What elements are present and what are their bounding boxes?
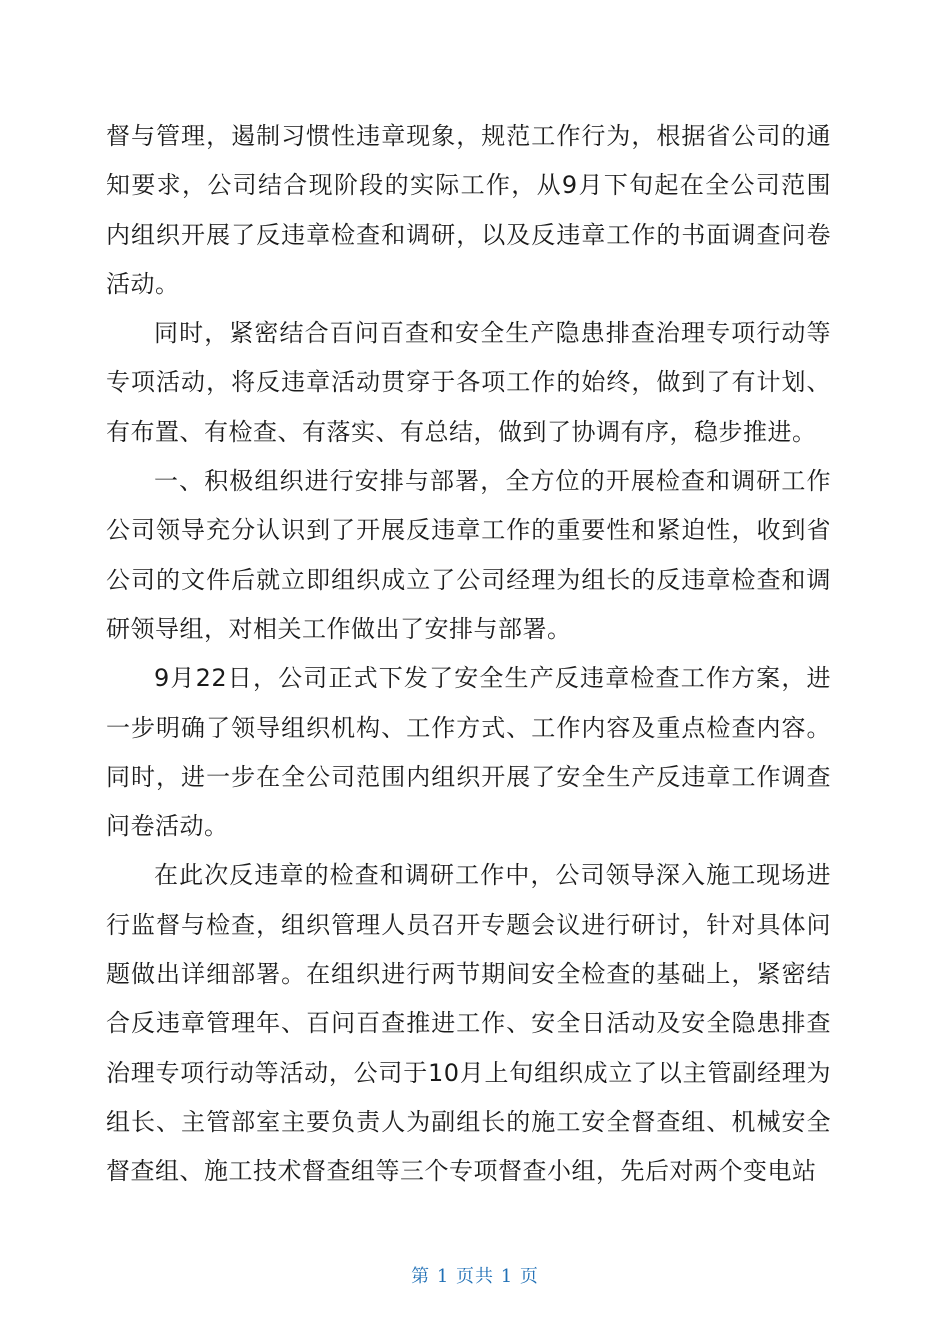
paragraph-3: 一、积极组织进行安排与部署，全方位的开展检查和调研工作公司领导充分认识到了开展反违章工作的重要性和紧迫性，收到省公司的文件后就立即组织成立了公司经理为组长的反违章检查和调研领导组，对相关工作做出了安排与部署。 [106, 467, 831, 643]
page-number-footer: 第 1 页共 1 页 [411, 1266, 539, 1287]
document-body [106, 112, 831, 1197]
paragraph-2: 同时，紧密结合百问百查和安全生产隐患排查治理专项行动等专项活动，将反违章活动贯穿于各项工作的始终，做到了有计划、有布置、有检查、有落实、有总结，做到了协调有序，稳步推进。 [106, 319, 831, 446]
paragraph-4: 9月22日，公司正式下发了安全生产反违章检查工作方案，进一步明确了领导组织机构、工作方式、工作内容及重点检查内容。同时，进一步在全公司范围内组织开展了安全生产反违章工作调查问卷活动。 [106, 664, 831, 841]
paragraph-1: 督与管理，遏制习惯性违章现象，规范工作行为，根据省公司的通知要求，公司结合现阶段的实际工作，从9月下旬起在全公司范围内组织开展了反违章检查和调研，以及反违章工作的书面调查问卷活动。 [106, 122, 831, 298]
paragraph-5: 在此次反违章的检查和调研工作中，公司领导深入施工现场进行监督与检查，组织管理人员召开专题会议进行研讨，针对具体问题做出详细部署。在组织进行两节期间安全检查的基础上，紧密结合反违章管理年、百问百查推进工作、安全日活动及安全隐患排查治理专项行动等活动，公司于10月上旬组织成立了以主管副经理为组长、主管部室主要负责人为副组长的施工安全督查组、机械安全督查组、施工技术督查组等三个专项督查小组，先后对两个变电站 [106, 861, 831, 1186]
